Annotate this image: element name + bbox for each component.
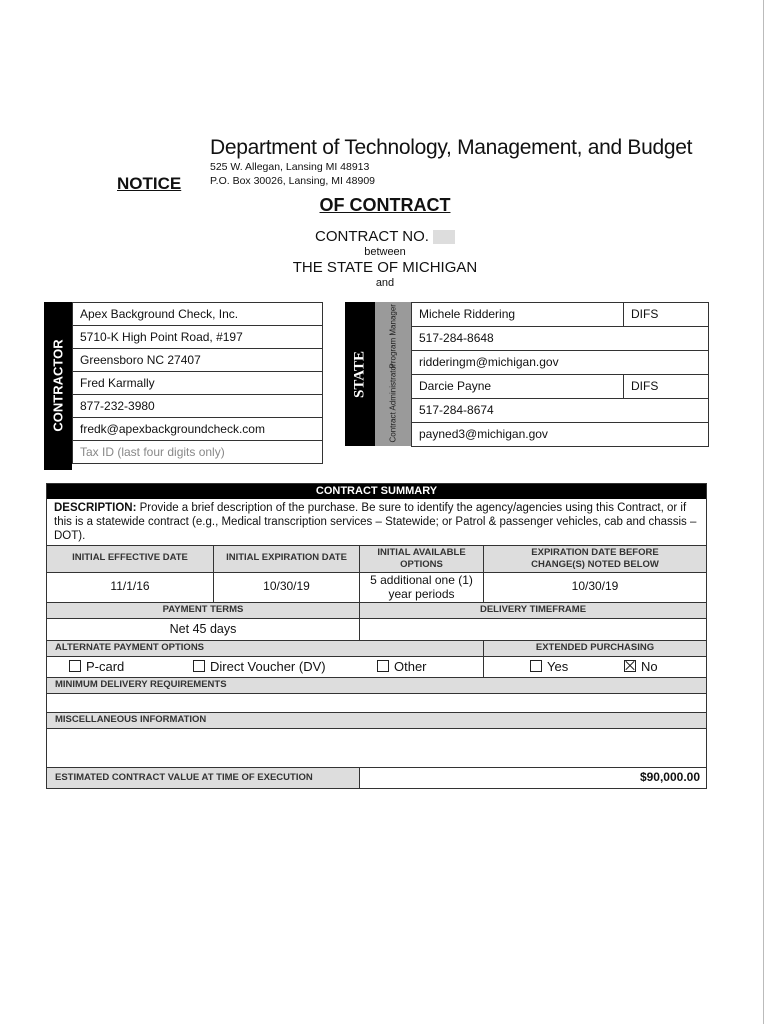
alternate-payment-label: ALTERNATE PAYMENT OPTIONS — [47, 641, 483, 656]
extended-purchasing-label: EXTENDED PURCHASING — [483, 641, 706, 656]
program-manager-label: Program Manager — [388, 304, 398, 369]
state-name: THE STATE OF MICHIGAN — [292, 259, 478, 276]
summary-description — [47, 499, 706, 545]
no-label: No — [641, 659, 658, 674]
pm-dept: DIFS — [623, 303, 658, 326]
state-role-column — [375, 302, 411, 446]
header-initial-effective: INITIAL EFFECTIVE DATE — [47, 546, 213, 572]
yes-checkbox[interactable] — [530, 660, 542, 672]
direct-voucher-option[interactable] — [193, 659, 326, 674]
and-text: and — [375, 277, 395, 289]
state-label: STATE — [351, 351, 368, 398]
page-edge — [763, 0, 764, 1024]
ca-name-row — [412, 375, 708, 399]
pm-phone-row — [412, 327, 708, 351]
min-delivery-header-row — [47, 677, 706, 693]
contractor-street: 5710-K High Point Road, #197 — [73, 326, 322, 349]
no-option[interactable] — [624, 659, 658, 674]
delivery-timeframe-label: DELIVERY TIMEFRAME — [359, 603, 706, 618]
contract-admin-label: Contract Administrator — [388, 363, 398, 443]
of-contract-heading: OF CONTRACT — [319, 195, 451, 215]
header-initial-options: INITIAL AVAILABLE OPTIONS — [359, 546, 483, 572]
contractor-label: CONTRACTOR — [50, 339, 66, 432]
contractor-contact: Fred Karmally — [73, 372, 322, 395]
direct-voucher-checkbox[interactable] — [193, 660, 205, 672]
alternate-payment-options — [47, 657, 483, 677]
contractor-table — [72, 302, 323, 464]
yes-option[interactable] — [530, 659, 568, 674]
pcard-checkbox[interactable] — [69, 660, 81, 672]
contractor-label-bar — [44, 302, 72, 470]
no-checkbox-checked[interactable] — [624, 660, 636, 672]
minimum-delivery-value — [47, 694, 706, 712]
estimated-value-row — [47, 767, 706, 788]
department-title: Department of Technology, Management, and Budget — [210, 136, 693, 159]
pm-name: Michele Riddering — [419, 307, 516, 321]
terms-header-row — [47, 602, 706, 618]
ca-phone-row — [412, 399, 708, 423]
direct-voucher-label: Direct Voucher (DV) — [210, 659, 326, 674]
contract-number-label: CONTRACT NO. — [315, 228, 429, 245]
contractor-email: fredk@apexbackgroundcheck.com — [73, 418, 322, 441]
address-line-2: P.O. Box 30026, Lansing, MI 48909 — [210, 175, 376, 187]
extended-purchasing-options — [483, 657, 706, 677]
contract-summary — [46, 483, 707, 789]
expiration-before-change: 10/30/19 — [483, 573, 706, 602]
dates-value-row — [47, 572, 706, 602]
ca-email-row — [412, 423, 708, 447]
contractor-phone: 877-232-3980 — [73, 395, 322, 418]
initial-available-options: 5 additional one (1) year periods — [359, 573, 483, 602]
pm-name-row — [412, 303, 708, 327]
description-text: Provide a brief description of the purchase. Be sure to identify the agency/agencies using this Contract, or if this is a statewide contract (e.g., Medical transcription services – Statewide; or Patrol & passenger vehicles, cab and chassis – DOT). — [54, 502, 697, 542]
payment-terms-label: PAYMENT TERMS — [47, 603, 359, 618]
ca-dept: DIFS — [623, 375, 658, 398]
contractor-name: Apex Background Check, Inc. — [73, 303, 322, 326]
notice-heading: NOTICE — [117, 174, 182, 193]
payment-options-header-row — [47, 640, 706, 656]
contractor-city: Greensboro NC 27407 — [73, 349, 322, 372]
yes-label: Yes — [547, 659, 569, 674]
address-line-1: 525 W. Allegan, Lansing MI 48913 — [210, 161, 370, 173]
description-label: DESCRIPTION: — [54, 502, 137, 514]
pcard-option[interactable] — [69, 659, 124, 674]
redacted-number — [433, 230, 455, 244]
state-table — [411, 302, 709, 447]
minimum-delivery-label: MINIMUM DELIVERY REQUIREMENTS — [47, 678, 706, 693]
initial-expiration-date: 10/30/19 — [213, 573, 359, 602]
pm-phone: 517-284-8648 — [419, 331, 494, 345]
misc-info-label: MISCELLANEOUS INFORMATION — [47, 713, 706, 728]
pm-email-row — [412, 351, 708, 375]
other-checkbox[interactable] — [377, 660, 389, 672]
contract-number — [0, 228, 770, 245]
ca-email: payned3@michigan.gov — [419, 427, 548, 441]
other-option[interactable] — [377, 659, 427, 674]
contractor-tax-id: Tax ID (last four digits only) — [73, 441, 322, 464]
misc-info-value — [47, 729, 706, 767]
delivery-timeframe-value — [359, 619, 706, 640]
min-delivery-value-row — [47, 693, 706, 712]
initial-effective-date: 11/1/16 — [110, 579, 150, 593]
payment-terms-value: Net 45 days — [169, 622, 237, 636]
dates-header-row — [47, 545, 706, 572]
payment-options-row — [47, 656, 706, 677]
pm-email: ridderingm@michigan.gov — [419, 355, 559, 369]
header-expiration-before-change: EXPIRATION DATE BEFORE CHANGE(S) NOTED BELOW — [483, 546, 706, 572]
misc-value-row — [47, 728, 706, 767]
ca-phone: 517-284-8674 — [419, 403, 494, 417]
terms-value-row — [47, 618, 706, 640]
state-label-bar — [345, 302, 375, 446]
other-label: Other — [394, 659, 427, 674]
estimated-value-label: ESTIMATED CONTRACT VALUE AT TIME OF EXECUTION — [47, 768, 359, 788]
estimated-value: $90,000.00 — [359, 768, 706, 788]
header-initial-expiration: INITIAL EXPIRATION DATE — [213, 546, 359, 572]
ca-name: Darcie Payne — [419, 379, 492, 393]
summary-title: CONTRACT SUMMARY — [47, 484, 706, 499]
pcard-label: P-card — [86, 659, 125, 674]
between-text: between — [364, 246, 406, 258]
misc-header-row — [47, 712, 706, 728]
